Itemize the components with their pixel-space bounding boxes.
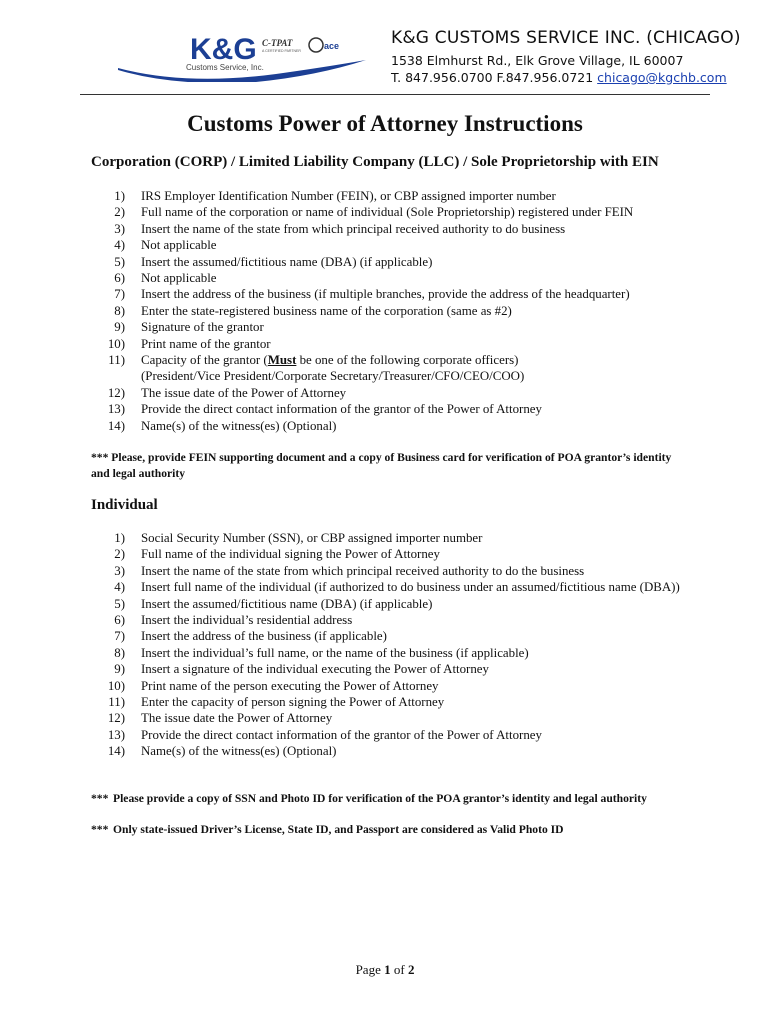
list-item: 5) Insert the assumed/fictitious name (DBA) (if applicable): [114, 254, 433, 269]
list-item: 1) Social Security Number (SSN), or CBP assigned importer number: [114, 531, 483, 545]
note-text: Please provide a copy of SSN and Photo ID for verification of the POA grantor’s identity and legal authority: [113, 792, 647, 805]
list-item: 4) Not applicable: [114, 238, 217, 253]
logo-ctpat-sub-text: A CERTIFIED PARTNER: [262, 49, 301, 53]
list-item: 4) Insert full name of the individual (if authorized to do business under an assumed/fictitious name (DBA)): [114, 580, 680, 595]
company-name: K&G CUSTOMS SERVICE INC. (CHICAGO): [391, 28, 741, 48]
corp-section-heading: Corporation (CORP) / Limited Liability Company (LLC) / Sole Proprietorship with EIN: [91, 154, 659, 170]
note-text: Only state-issued Driver’s License, State ID, and Passport are considered as Valid Photo ID: [113, 823, 564, 836]
list-item: 7) Insert the address of the business (if multiple branches, provide the address of the headquarter): [114, 287, 630, 302]
logo-ctpat-text: C-TPAT: [262, 38, 293, 48]
current-page: 1: [384, 962, 391, 977]
company-address: 1538 Elmhurst Rd., Elk Grove Village, IL 60007: [391, 53, 684, 68]
list-item: 3) Insert the name of the state from which principal received authority to do business: [114, 221, 566, 236]
list-item: 5) Insert the assumed/fictitious name (DBA) (if applicable): [114, 596, 433, 611]
corp-instructions-list: [91, 188, 691, 434]
list-item: 7) Insert the address of the business (if applicable): [114, 629, 387, 644]
list-item: 1) IRS Employer Identification Number (FEIN), or CBP assigned importer number: [114, 189, 556, 203]
list-item: 12) The issue date of the Power of Attorney: [107, 385, 347, 400]
list-item: 9) Signature of the grantor: [114, 320, 264, 335]
company-email-link[interactable]: chicago@kgchb.com: [597, 70, 727, 85]
list-item: 11) Enter the capacity of person signing the Power of Attorney: [108, 695, 445, 710]
individual-ssn-note: [91, 791, 671, 807]
list-item: 14) Name(s) of the witness(es) (Optional): [107, 418, 337, 433]
logo-subtitle-text: Customs Service, Inc.: [186, 63, 264, 72]
page-word: Page: [355, 962, 381, 977]
note-text: Please, provide FEIN supporting document and a copy of Business card for verification of POA grantor’s identity and legal authority: [91, 451, 672, 480]
individual-instructions-list: [91, 530, 691, 760]
document-title: Customs Power of Attorney Instructions: [187, 111, 583, 136]
corp-verification-note: [91, 450, 691, 482]
of-word: of: [393, 962, 405, 977]
company-phone-fax: T. 847.956.0700 F.847.956.0721: [391, 70, 594, 85]
company-header: [391, 28, 741, 85]
company-contact: [391, 70, 741, 85]
page-number-footer: [0, 962, 770, 978]
list-item: 2) Full name of the individual signing the Power of Attorney: [114, 547, 440, 562]
note-stars: ***: [91, 792, 109, 805]
list-item: 11) Capacity of the grantor (Must be one of the following corporate officers) (President/Vice President/Corporate Secretary/Treasurer/CFO/CEO/COO): [108, 353, 525, 384]
logo-brand-text: K&G: [190, 33, 257, 66]
logo-ace-circle: [309, 38, 323, 52]
list-item: 12) The issue date the Power of Attorney: [107, 711, 333, 726]
list-item: 13) Provide the direct contact information of the grantor of the Power of Attorney: [107, 727, 542, 742]
list-item: 6) Insert the individual’s residential address: [114, 613, 353, 628]
individual-photo-id-note: [91, 822, 671, 838]
list-item: 8) Insert the individual’s full name, or the name of the business (if applicable): [114, 645, 529, 660]
total-pages: 2: [407, 962, 415, 977]
individual-section-heading: Individual: [91, 497, 158, 513]
list-item: 13) Provide the direct contact information of the grantor of the Power of Attorney: [107, 402, 542, 417]
company-logo: [116, 30, 376, 82]
list-item: 14) Name(s) of the witness(es) (Optional): [107, 744, 337, 759]
list-item: 10) Print name of the grantor: [107, 336, 271, 351]
list-item: 3) Insert the name of the state from which principal received authority to do the business: [114, 563, 585, 578]
list-item: 2) Full name of the corporation or name of individual (Sole Proprietorship) registered under FEIN: [114, 205, 634, 220]
header-divider: [80, 94, 710, 95]
logo-ace-text: ace: [324, 41, 340, 51]
note-stars: ***: [91, 823, 109, 836]
list-item: 8) Enter the state-registered business name of the corporation (same as #2): [114, 303, 512, 318]
list-item: 10) Print name of the person executing the Power of Attorney: [107, 678, 439, 693]
list-item: 9) Insert a signature of the individual executing the Power of Attorney: [114, 662, 489, 677]
must-emphasis: Must: [267, 353, 297, 368]
note-stars: ***: [91, 451, 109, 464]
list-item: 6) Not applicable: [114, 271, 217, 286]
